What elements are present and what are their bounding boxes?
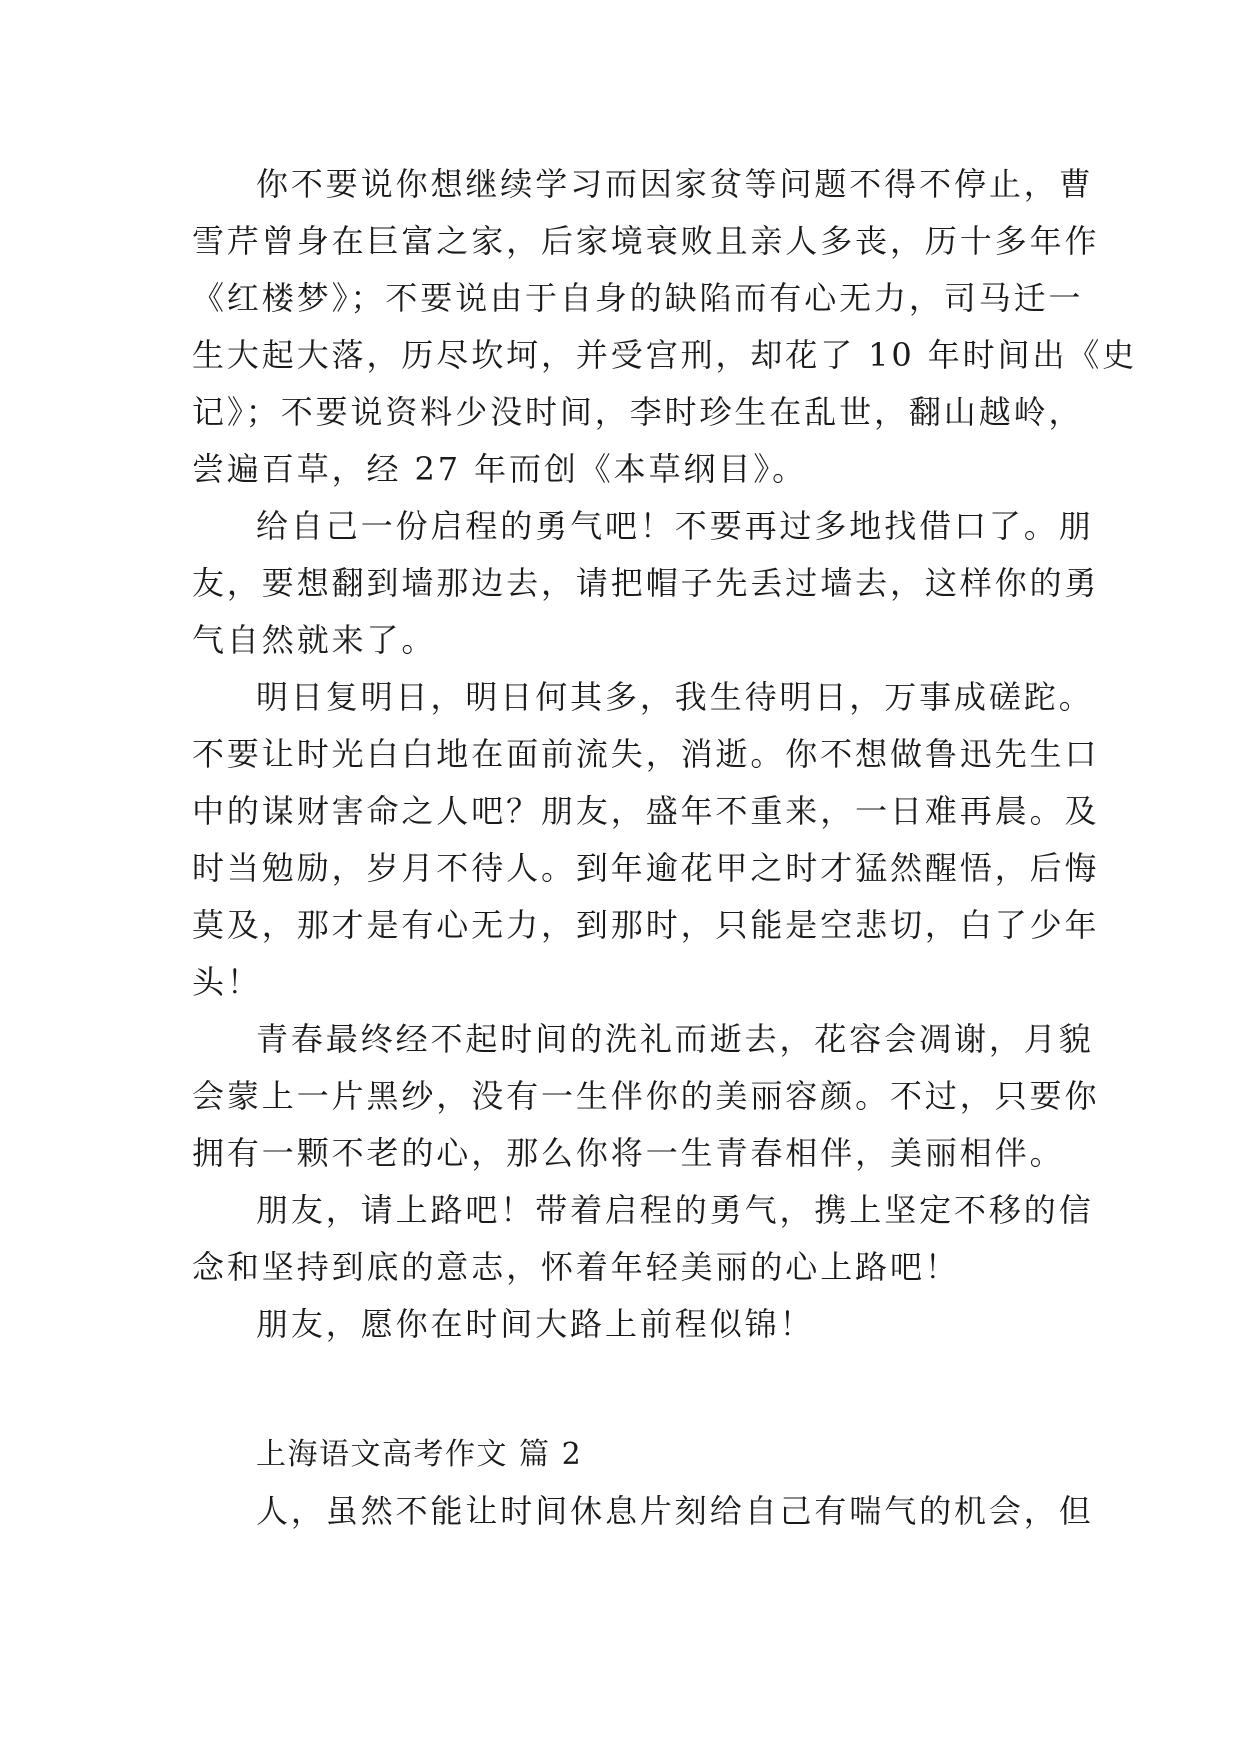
text-line: 拥有一颗不老的心，那么你将一生青春相伴，美丽相伴。	[192, 1134, 1065, 1172]
text-line: 会蒙上一片黑纱，没有一生伴你的美丽容颜。不过，只要你	[192, 1077, 1100, 1115]
text-line: 尝遍百草，经 27 年而创《本草纲目》。	[192, 450, 808, 488]
text-line: 朋友，愿你在时间大路上前程似锦！	[256, 1305, 815, 1343]
text-line: 不要让时光白白地在面前流失，消逝。你不想做鲁迅先生口	[192, 735, 1100, 773]
text-line: 你不要说你想继续学习而因家贫等问题不得不停止，曹	[256, 165, 1094, 203]
text-line: 头！	[192, 963, 262, 1001]
text-line: 人，虽然不能让时间休息片刻给自己有喘气的机会，但	[256, 1492, 1094, 1530]
text-line: 给自己一份启程的勇气吧！不要再过多地找借口了。朋	[256, 507, 1094, 545]
text-line: 念和坚持到底的意志，怀着年轻美丽的心上路吧！	[192, 1248, 960, 1286]
text-line: 雪芹曾身在巨富之家，后家境衰败且亲人多丧，历十多年作	[192, 222, 1100, 260]
text-line: 莫及，那才是有心无力，到那时，只能是空悲切，白了少年	[192, 906, 1100, 944]
text-line: 记》；不要说资料少没时间，李时珍生在乱世，翻山越岭，	[192, 393, 1084, 431]
text-line: 《红楼梦》；不要说由于自身的缺陷而有心无力，司马迁一	[192, 279, 1084, 317]
text-line: 青春最终经不起时间的洗礼而逝去，花容会凋谢，月貌	[256, 1020, 1094, 1058]
text-line: 气自然就来了。	[192, 621, 437, 659]
text-line: 友，要想翻到墙那边去，请把帽子先丢过墙去，这样你的勇	[192, 564, 1100, 602]
text-line: 时当勉励，岁月不待人。到年逾花甲之时才猛然醒悟，后悔	[192, 849, 1100, 887]
text-line: 朋友，请上路吧！带着启程的勇气，携上坚定不移的信	[256, 1191, 1094, 1229]
section-heading: 上海语文高考作文 篇 2	[256, 1437, 583, 1472]
text-line: 明日复明日，明日何其多，我生待明日，万事成磋跎。	[256, 678, 1094, 716]
text-line: 生大起大落，历尽坎坷，并受宫刑，却花了 10 年时间出《史	[192, 336, 1138, 374]
text-line: 中的谋财害命之人吧？朋友，盛年不重来，一日难再晨。及	[192, 792, 1100, 830]
